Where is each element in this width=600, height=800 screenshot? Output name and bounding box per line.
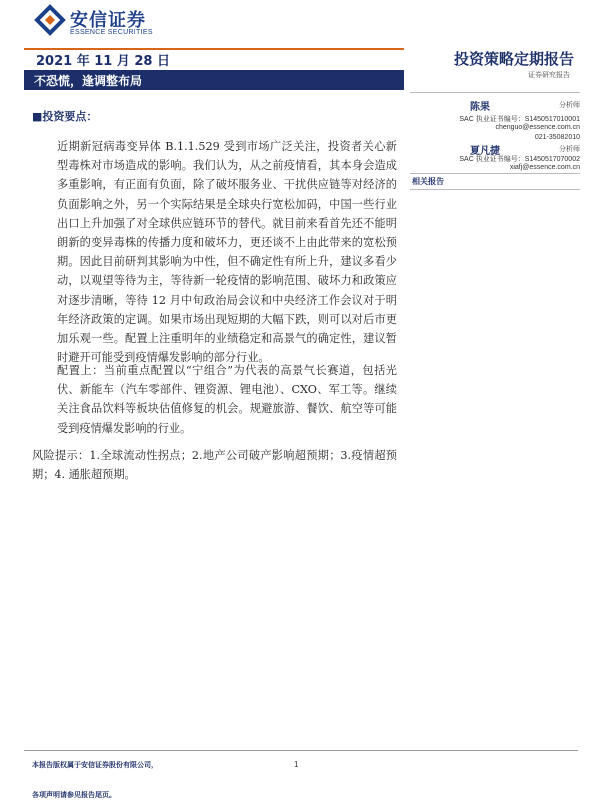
paragraph-risk: 风险提示：1.全球流动性拐点；2.地产公司破产影响超预期；3.疫情超预期；4. 通胀超预期。 [32, 449, 397, 482]
logo-name-en: ESSENCE SECURITIES [70, 29, 153, 36]
analyst-role: 分析师 [559, 101, 580, 109]
analyst-email[interactable]: xiafj@essence.com.cn [509, 164, 580, 171]
report-title: 不恐慌，逢调整布局 [34, 74, 143, 88]
analyst-name: 夏凡捷 [470, 146, 500, 157]
paragraph-summary: 近期新冠病毒变异体 B.1.1.529 受到市场广泛关注，投资者关心新型毒株对市场造成的影响。我们认为，从之前疫情看，其本身会造成多重影响，有正面有负面，除了破坏服务业、干扰供应链等对经济的负面影响之外，另一个实际结果是全球央行宽松加码，中国一些行业出口上升加强了对全球供应链环节的替代。就目前来看首先还不能明朗新的变异毒株的传播力度和破坏力，更还谈不上由此带来的宽松预期。因此目前研判其影响为中性，但不确定性有所上升，建议多看少动，以观望等待为主，等待新一轮疫情的影响范围、破坏力和政策应对逐步清晰，等待 12 月中旬政治局会议和中央经济工作会议对于明年经济政策的定调。如果市场出现短期的大幅下跌，则可以对后市更加乐观一些。配置上注重明年的业绩稳定和高景气的确定性，建议暂时避开可能受到疫情爆发影响的部分行业。 [57, 140, 397, 365]
sidebar-divider [410, 92, 580, 93]
footer-disclaimer: 各项声明请参见报告尾页。 [32, 790, 116, 799]
footer-copyright: 本报告版权属于安信证券股份有限公司， [32, 760, 158, 769]
analyst-email[interactable]: chenguo@essence.com.cn [495, 124, 580, 131]
sidebar-divider [410, 189, 580, 190]
report-subtype: 证券研究报告 [528, 71, 570, 79]
report-date: 2021 年 11 月 28 日 [36, 54, 170, 69]
sidebar-divider [410, 173, 580, 174]
section-heading: ■投资要点： [32, 110, 98, 123]
essence-logo-icon [34, 4, 66, 36]
related-reports-label: 相关报告 [412, 176, 444, 186]
analyst-card [410, 98, 580, 148]
analyst-phone: 021-35082010 [534, 134, 580, 141]
paragraph-allocation: 配置上：当前重点配置以“宁组合”为代表的高景气长赛道，包括光伏、新能车（汽车零部件、锂资源、锂电池）、CXO、军工等。继续关注食品饮料等板块估值修复的机会。规避旅游、餐饮、航空等可能受到疫情爆发影响的行业。 [57, 364, 397, 435]
logo-name-cn: 安信证券 [70, 10, 146, 31]
analyst-sac: SAC 执业证书编号：S1450517070002 [459, 156, 580, 163]
analyst-role: 分析师 [559, 145, 580, 153]
analyst-name: 陈果 [470, 102, 490, 113]
report-type: 投资策略定期报告 [453, 50, 574, 68]
page-number: 1 [294, 760, 299, 769]
company-logo [34, 4, 204, 40]
analyst-sac: SAC 执业证书编号：S1450517010001 [459, 116, 580, 123]
footer-divider [24, 750, 578, 751]
analyst-card [410, 142, 580, 176]
